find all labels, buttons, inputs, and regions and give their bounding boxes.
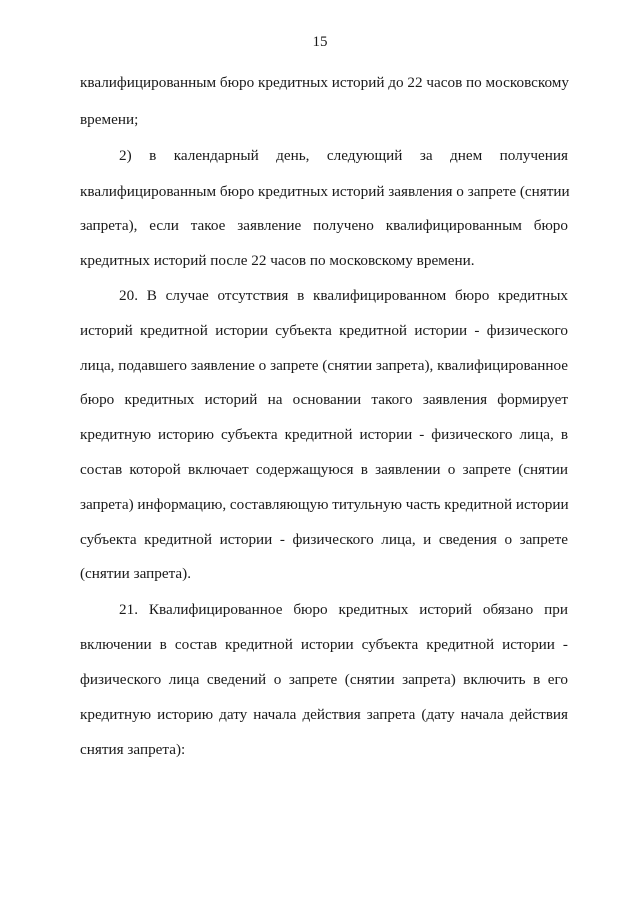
text-line: времени; — [80, 111, 139, 128]
page-number: 15 — [312, 34, 328, 50]
text-line: кредитную историю субъекта кредитной истории - физического лица, в — [80, 426, 568, 443]
text-line: квалифицированным бюро кредитных историй заявления о запрете (снятии — [80, 183, 570, 200]
text-line: 2) в календарный день, следующий за днем получения — [119, 147, 568, 164]
text-line: 20. В случае отсутствия в квалифицированном бюро кредитных — [119, 287, 568, 304]
text-line: кредитную историю дату начала действия запрета (дату начала действия — [80, 706, 568, 723]
text-line: бюро кредитных историй на основании такого заявления формирует — [80, 391, 568, 408]
text-line: (снятии запрета). — [80, 565, 192, 582]
text-line: физического лица сведений о запрете (снятии запрета) включить в его — [80, 671, 568, 688]
text-line: состав которой включает содержащуюся в заявлении о запрете (снятии — [80, 461, 568, 478]
text-line: запрета) информацию, составляющую титульную часть кредитной истории — [80, 496, 569, 513]
text-line: запрета), если такое заявление получено квалифицированным бюро — [80, 217, 568, 234]
text-line: историй кредитной истории субъекта кредитной истории - физического — [80, 322, 568, 339]
text-line: субъекта кредитной истории - физического лица, и сведения о запрете — [80, 531, 568, 548]
text-line: 21. Квалифицированное бюро кредитных историй обязано при — [119, 601, 568, 618]
text-line: лица, подавшего заявление о запрете (снятии запрета), квалифицированное — [80, 357, 568, 374]
text-line: квалифицированным бюро кредитных историй до 22 часов по московскому — [80, 74, 570, 91]
text-line: кредитных историй после 22 часов по московскому времени. — [80, 252, 475, 269]
text-line: включении в состав кредитной истории субъекта кредитной истории - — [80, 636, 568, 653]
text-line: снятия запрета): — [80, 741, 186, 758]
